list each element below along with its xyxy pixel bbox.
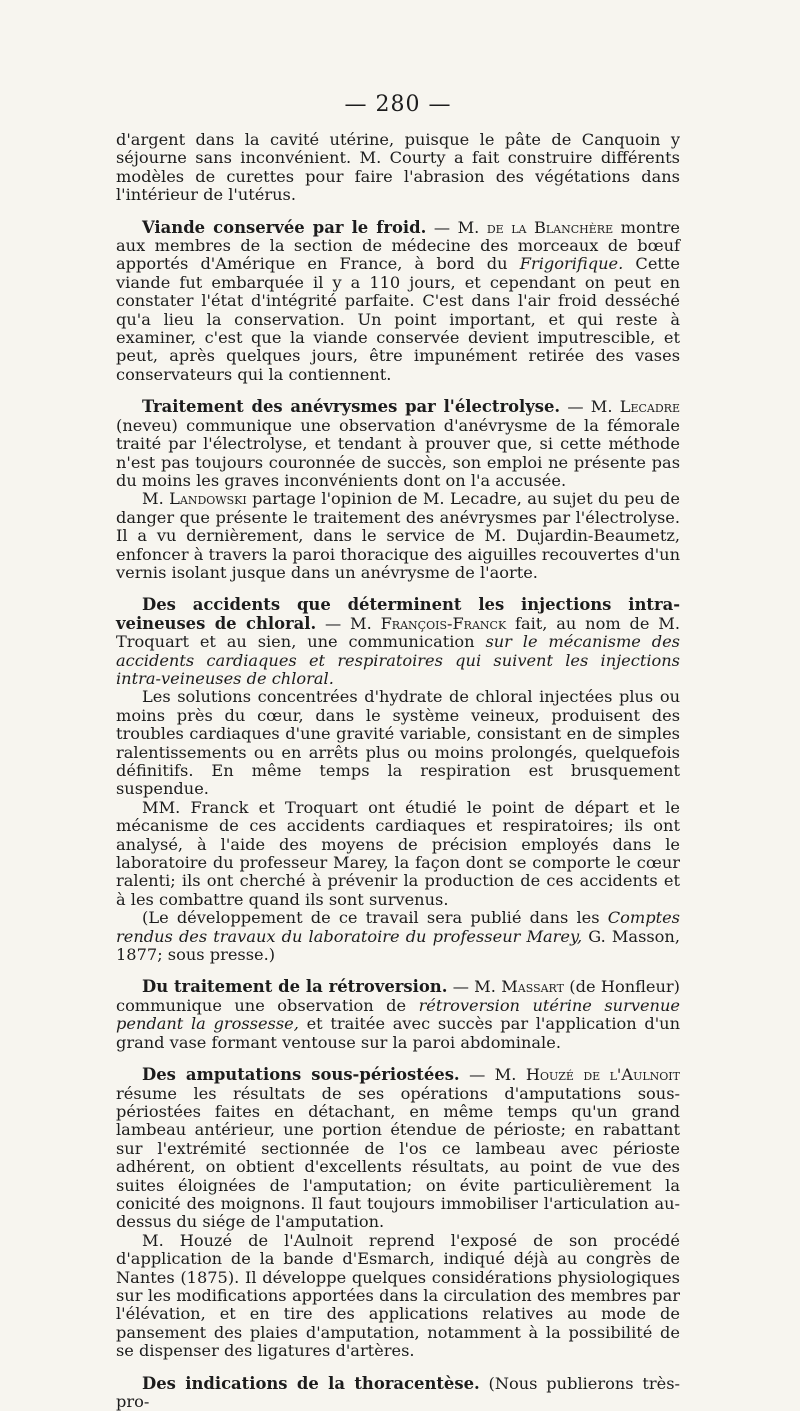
body-text: et traitée avec succès par l'application d'un grand vase formant ventouse sur la paroi abdominale. [116, 1014, 681, 1052]
section-paragraph-2 [116, 1232, 680, 1361]
section-paragraph [116, 1375, 680, 1411]
intro-text: d'argent dans la cavité utérine, puisque le pâte de Canquoin y séjourne sans inconvénient. M. Courty a fait construire différents modèles de curettes pour faire l'abrasion des végétations dans l'intérieur de l'utérus. [116, 130, 680, 205]
section-amputations [116, 1066, 680, 1361]
section-anevrysmes [116, 398, 680, 582]
section-heading: Du traitement de la rétroversion. [142, 977, 448, 997]
section-paragraph-2 [116, 688, 680, 798]
body-text: partage l'opinion de M. Lecadre, au sujet du peu de danger que présente le traitement des anévrysmes par l'électrolyse. Il a vu dernièrement, dans le service de M. Dujardin-Beaumetz, enfoncer à travers la paroi thoracique des aiguilles recouvertes d'un vernis isolant jusque dans un anévrysme de l'aorte. [116, 489, 680, 582]
section-paragraph [116, 596, 680, 688]
author-name: Landowski [169, 489, 247, 509]
italic-text: Frigorifique. [519, 254, 624, 274]
body-text: Cette viande fut embarquée il y a 110 jours, et cependant on peut en constater l'état d'intégrité parfaite. C'est dans l'air froid desséché qu'a lieu la conservation. Un point important, et qui reste à examiner, c'est que la viande conservée devient imputrescible, et peut, après quelques jours, être impunément retirée des vases conservateurs qui la contiennent. [116, 254, 680, 384]
section-heading: Des indications de la thoracentèse. [142, 1373, 480, 1393]
body-text: G. Masson, 1877; sous presse.) [116, 926, 680, 965]
body-text: fait, au nom de M. Troquart et au sien, une communication [116, 613, 680, 652]
body-text: MM. Franck et Troquart ont étudié le point de départ et le mécanisme de ces accidents cardiaques et respiratoires; ils ont analysé, à l'aide des moyens de précision employés dans le laboratoire du professeur Marey, la façon dont se comporte le cœur ralenti; ils ont cherché à prévenir la production de ces accidents et à les combattre quand ils sont survenus. [116, 797, 680, 909]
intro-paragraph [116, 131, 680, 205]
body-text: Les solutions concentrées d'hydrate de chloral injectées plus ou moins près du cœur, dans le système veineux, produisent des troubles cardiaques d'une gravité variable, consistant en de simples ralentissements ou en arrêts plus ou moins prolongés, quelquefois définitifs. En même temps la respiration est brusquement suspendue. [116, 687, 680, 799]
section-paragraph-4 [116, 909, 680, 964]
author-name: Lecadre [619, 397, 680, 417]
section-heading: Des accidents que déterminent les injections intra-veineuses de chloral. [116, 595, 680, 633]
author-name: de la Blanchère [486, 217, 614, 237]
section-paragraph [116, 398, 680, 490]
section-paragraph [116, 978, 680, 1052]
italic-text: rétroversion utérine survenue pendant la grossesse, [116, 995, 680, 1034]
section-paragraph [116, 219, 680, 385]
italic-text: sur le mécanisme des accidents cardiaques et respiratoires qui suivent les injections intra-veineuses de chloral. [116, 632, 680, 688]
body-text: M. [142, 489, 170, 509]
section-heading: Viande conservée par le froid. [142, 217, 427, 237]
section-viande-conservee [116, 219, 680, 385]
body-text: (de Honfleur) communique une observation de [116, 977, 680, 1015]
author-name: Massart [501, 977, 564, 997]
body-text: résume les résultats de ses opérations d'amputations sous-périostées faites en détachant, en même temps qu'un grand lambeau antérieur, une portion étendue de périoste; en rabattant sur l'extrémité sectionnée de l'os ce lambeau avec périoste adhérent, on obtient d'excellents résultats, au point de vue des suites éloignées de l'amputation; on évite particulièrement la conicité des moignons. Il faut toujours immobiliser l'articulation au-dessus du siége de l'amputation. [116, 1083, 680, 1232]
section-paragraph [116, 1066, 680, 1232]
body-text: (Nous publierons très-pro- [116, 1373, 680, 1411]
body-text: (neveu) communique une observation d'anévrysme de la fémorale traité par l'électrolyse, et tendant à prouver que, si cette méthode n'est pas toujours couronnée de succès, son emploi ne présente pas du moins les graves inconvénients dont on l'a accusée. [116, 415, 680, 490]
body-text: montre aux membres de la section de médecine des morceaux de bœuf apportés d'Amérique en France, à bord du [116, 217, 680, 274]
dash: — M. [459, 1065, 526, 1085]
author-name: Houzé de l'Aulnoit [525, 1065, 680, 1085]
page-number: — 280 — [344, 92, 452, 117]
section-thoracentese [116, 1375, 680, 1411]
section-retroversion [116, 978, 680, 1052]
body-text: M. Houzé de l'Aulnoit reprend l'exposé de son procédé d'application de la bande d'Esmarch, indiqué déjà au congrès de Nantes (1875). Il développe quelques considérations physiologiques sur les modifications apportées dans la circulation des membres par l'élévation, et en tire des applications relatives au mode de pansement des plaies d'amputation, notamment à la possibilité de se dispenser des ligatures d'artères. [116, 1230, 680, 1361]
section-heading: Traitement des anévrysmes par l'électrolyse. [142, 397, 561, 417]
italic-text: Comptes rendus des travaux du laboratoire du professeur Marey, [116, 908, 680, 946]
section-chloral [116, 596, 680, 964]
dash: — M. [426, 217, 487, 237]
author-name: François-Franck [380, 613, 507, 633]
section-heading: Des amputations sous-périostées. [142, 1065, 460, 1085]
dash: — M. [560, 397, 620, 417]
dash: — M. [316, 613, 381, 633]
body-text: (Le développement de ce travail sera publié dans les [142, 908, 608, 928]
section-paragraph-3 [116, 799, 680, 909]
section-paragraph-2 [116, 490, 680, 582]
dash: — M. [447, 977, 502, 997]
